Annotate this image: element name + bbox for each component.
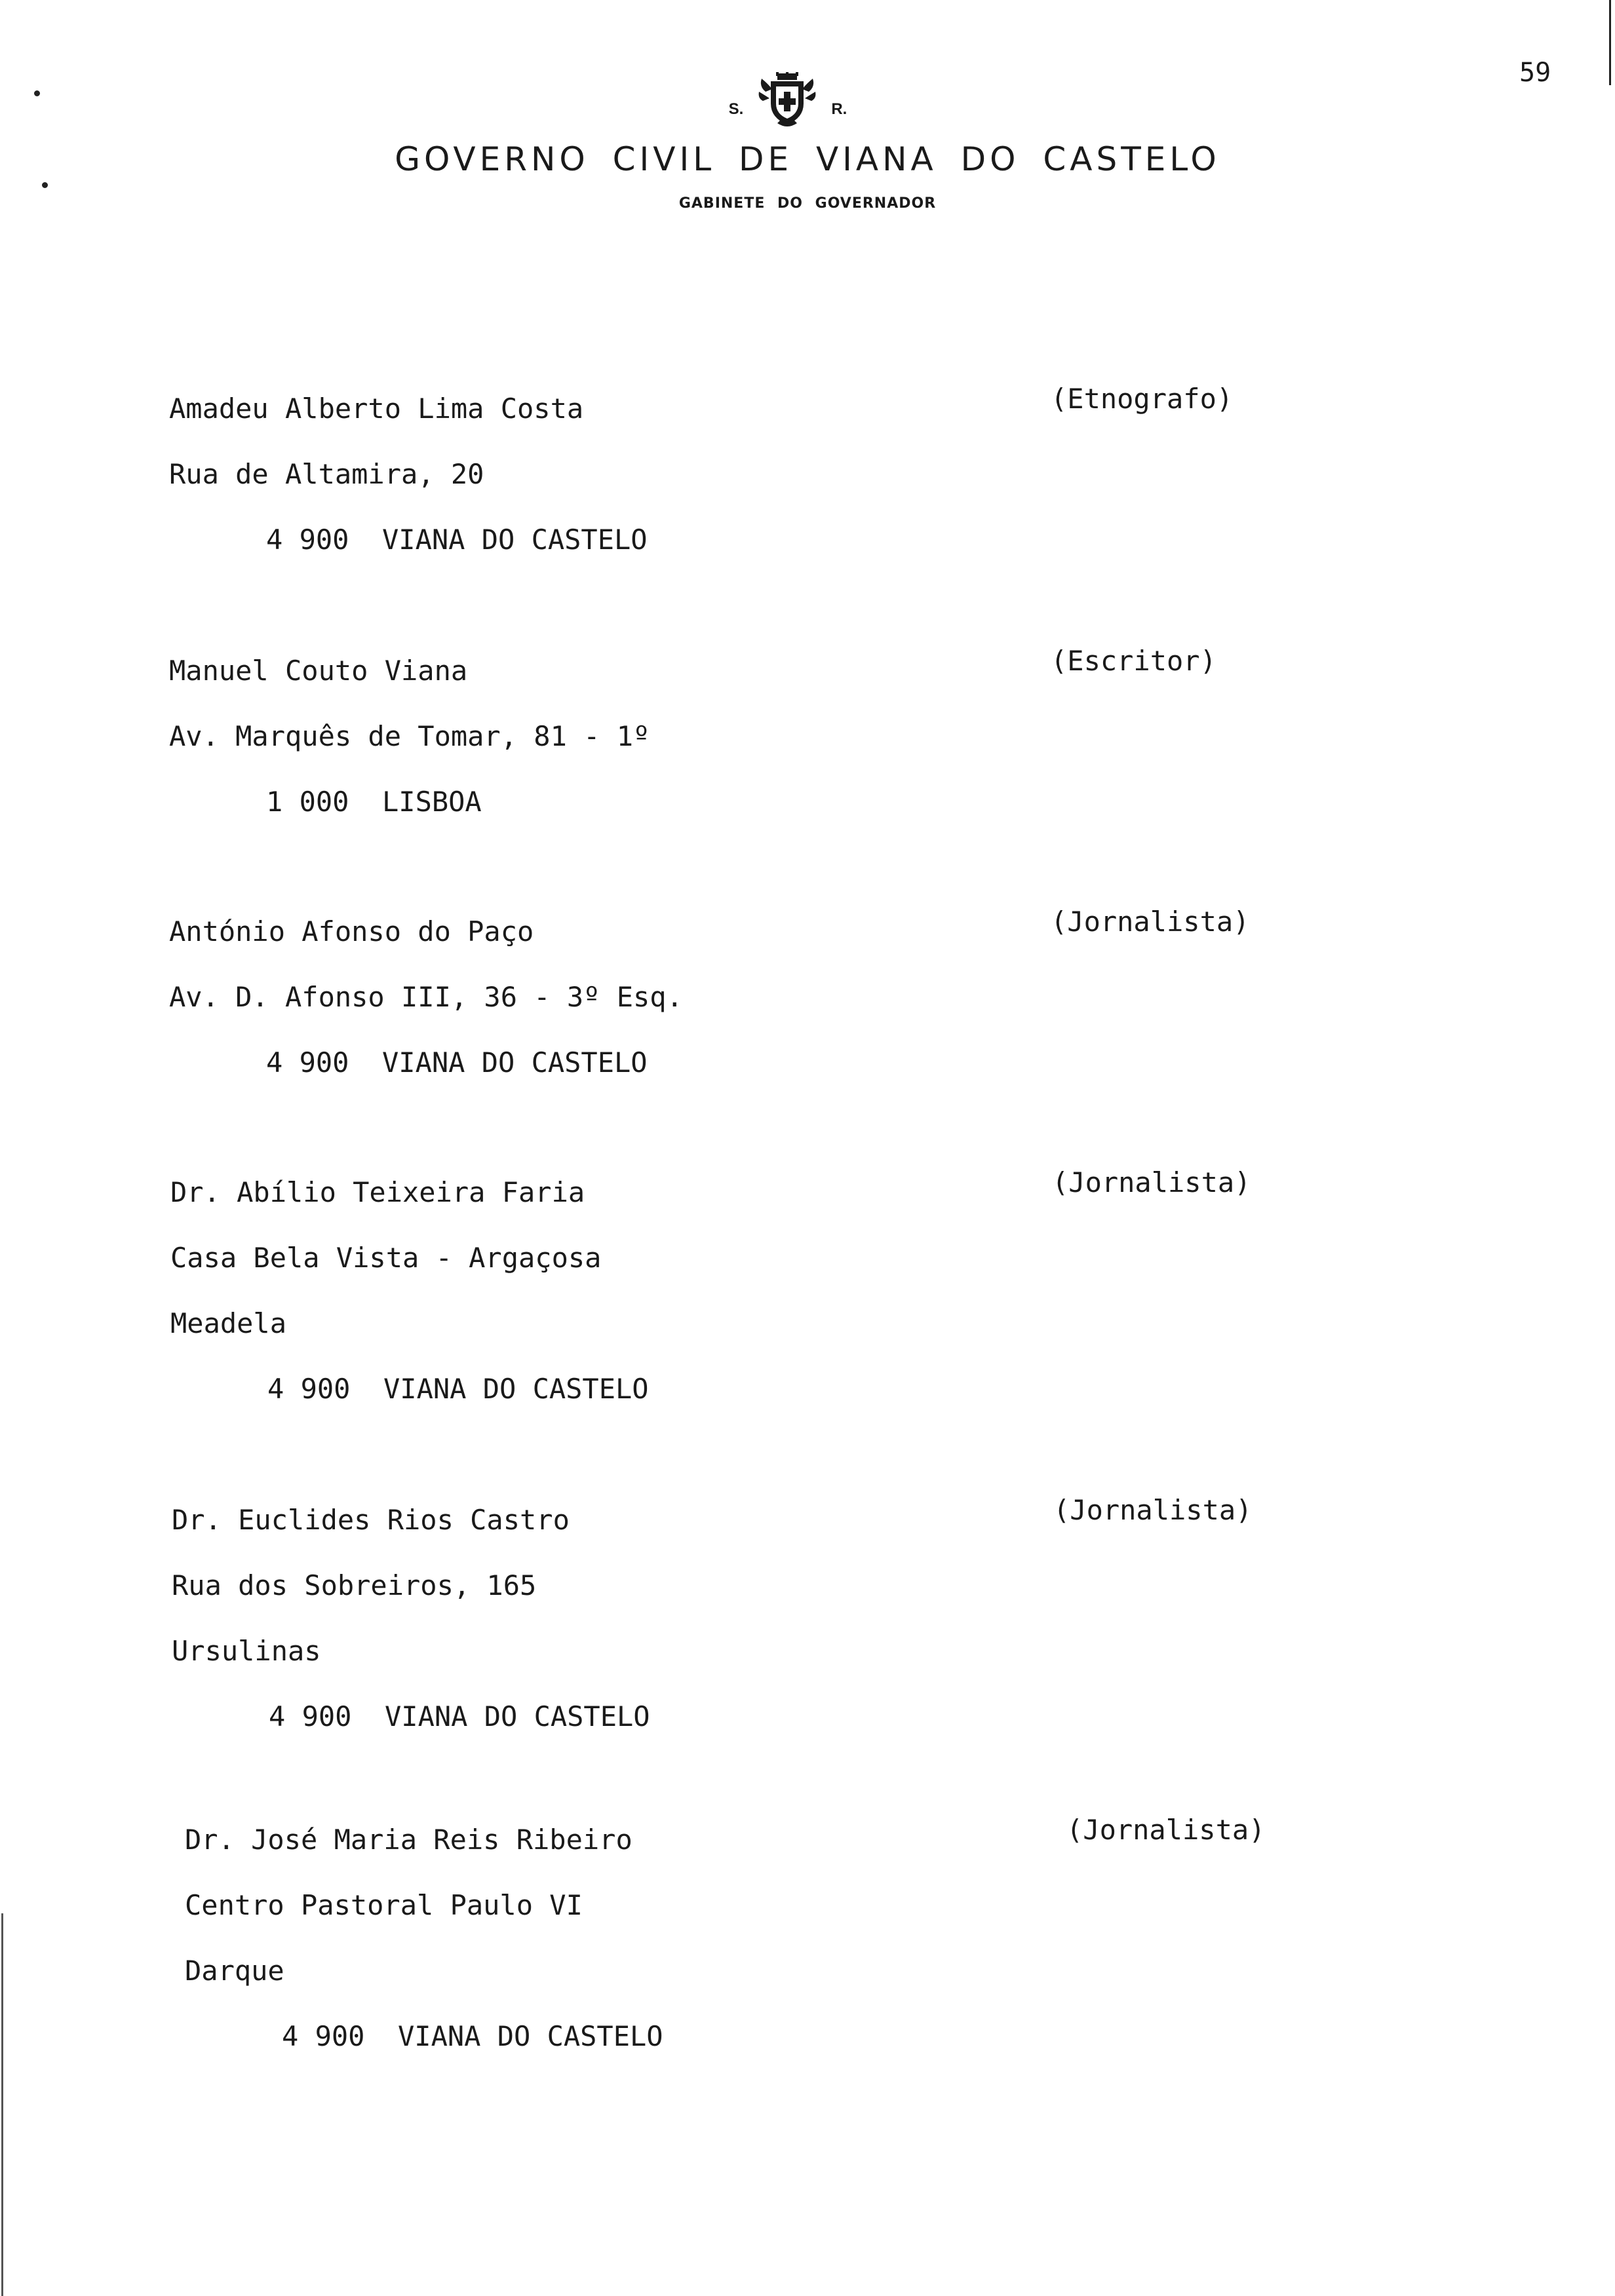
contact-role: (Etnografo) bbox=[1051, 383, 1234, 415]
contact-entry bbox=[172, 1494, 1286, 1763]
contact-entry bbox=[169, 645, 1283, 848]
contact-name: Dr. Abílio Teixeira Faria bbox=[170, 1176, 585, 1208]
contact-address-line: Av. Marquês de Tomar, 81 - 1º bbox=[169, 720, 650, 752]
contact-address-line: Ursulinas bbox=[172, 1635, 321, 1667]
contact-entry bbox=[169, 383, 1283, 586]
contact-role: (Jornalista) bbox=[1066, 1814, 1266, 1846]
contact-entry bbox=[185, 1814, 1299, 2082]
contact-role: (Jornalista) bbox=[1051, 906, 1250, 938]
contact-role: (Escritor) bbox=[1051, 645, 1216, 677]
organization-title: GOVERNO CIVIL DE VIANA DO CASTELO bbox=[395, 140, 1220, 178]
crest-left-initial: S. bbox=[728, 100, 744, 118]
crest-row bbox=[0, 72, 1615, 128]
department-subtitle: GABINETE DO GOVERNADOR bbox=[678, 195, 937, 212]
contact-postal-line: 4 900 VIANA DO CASTELO bbox=[269, 1700, 650, 1732]
contact-address-line: Casa Bela Vista - Argaçosa bbox=[170, 1242, 602, 1274]
contact-name: Dr. José Maria Reis Ribeiro bbox=[185, 1824, 632, 1856]
contact-role: (Jornalista) bbox=[1053, 1494, 1253, 1526]
crest-right-initial: R. bbox=[831, 100, 847, 118]
contact-name: Dr. Euclides Rios Castro bbox=[172, 1504, 570, 1536]
page-edge-line bbox=[1, 1913, 3, 2296]
contact-postal-line: 4 900 VIANA DO CASTELO bbox=[267, 1373, 649, 1405]
letterhead bbox=[0, 72, 1615, 212]
contact-address-line: Rua dos Sobreiros, 165 bbox=[172, 1569, 537, 1601]
contact-postal-line: 4 900 VIANA DO CASTELO bbox=[282, 2020, 663, 2052]
contact-entry bbox=[169, 906, 1283, 1109]
contact-postal-line: 4 900 VIANA DO CASTELO bbox=[266, 524, 648, 556]
contact-address-line: Centro Pastoral Paulo VI bbox=[185, 1889, 583, 1921]
contact-name: Manuel Couto Viana bbox=[169, 655, 468, 687]
contact-address-line: Av. D. Afonso III, 36 - 3º Esq. bbox=[169, 981, 683, 1013]
page-number: 59 bbox=[1519, 58, 1551, 88]
contact-name: Amadeu Alberto Lima Costa bbox=[169, 392, 584, 425]
contact-role: (Jornalista) bbox=[1052, 1166, 1251, 1198]
contact-address-line: Darque bbox=[185, 1955, 284, 1987]
coat-of-arms-icon bbox=[758, 72, 817, 128]
contact-entry bbox=[170, 1166, 1285, 1435]
contact-name: António Afonso do Paço bbox=[169, 915, 534, 947]
contact-address-line: Rua de Altamira, 20 bbox=[169, 458, 484, 490]
contact-postal-line: 4 900 VIANA DO CASTELO bbox=[266, 1046, 648, 1079]
contact-postal-line: 1 000 LISBOA bbox=[266, 786, 482, 818]
contact-address-line: Meadela bbox=[170, 1307, 287, 1339]
